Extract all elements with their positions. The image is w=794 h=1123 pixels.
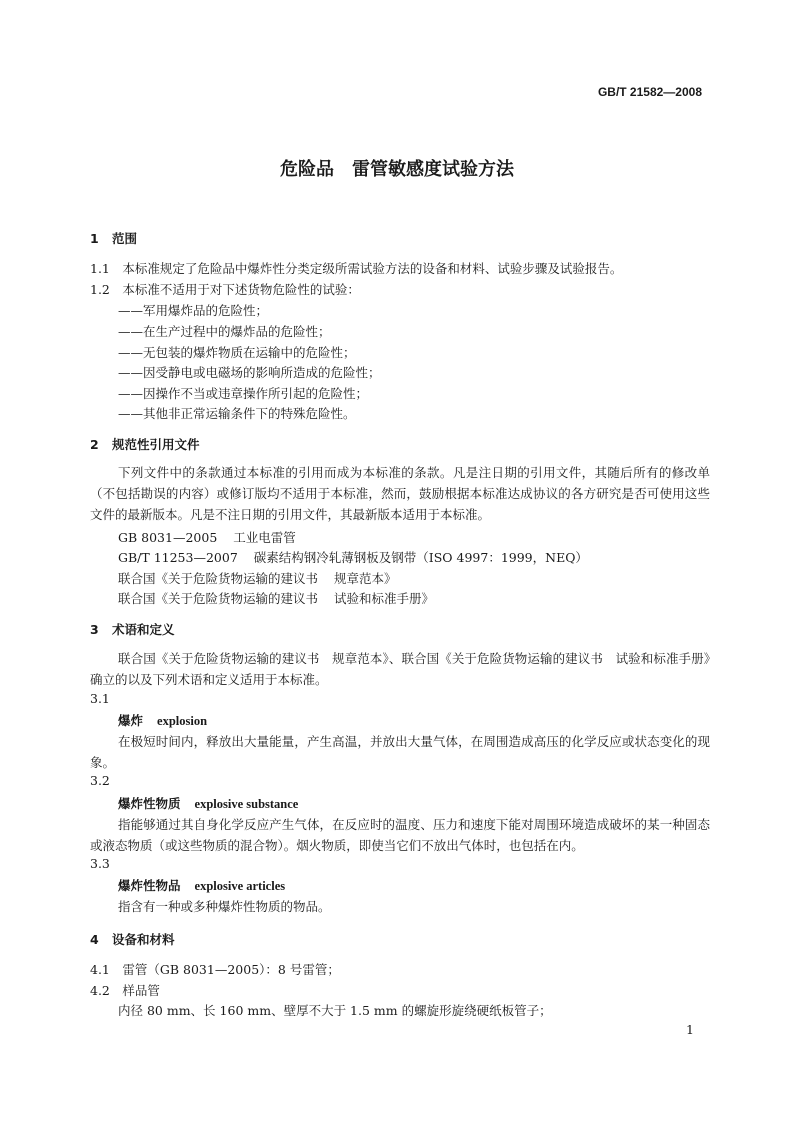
reference-code: 联合国《关于危险货物运输的建议书 [118,571,319,586]
reference-entry [118,569,397,587]
reference-code: GB/T 11253—2007 [118,550,238,565]
term-definition: 指含有一种或多种爆炸性物质的物品。 [118,899,331,914]
term-en: explosive articles [194,879,286,893]
term-cn: 爆炸 [118,713,144,728]
section-number: 2 [90,437,99,452]
list-item: ——因操作不当或违章操作所引起的危险性； [118,386,369,401]
term-en: explosion [157,714,208,728]
section-title: 术语和定义 [112,622,175,637]
term-definition: 指能够通过其自身化学反应产生气体，在反应时的温度、压力和速度下能对周围环境造成破坏的某一种固态或液态物质（或这些物质的混合物）。烟火物质，即使当它们不放出气体时，也包括在内。 [90,817,710,853]
reference-name: 规章范本》 [334,571,397,586]
reference-code: 联合国《关于危险货物运输的建议书 [118,591,319,606]
reference-entry [118,528,296,546]
title-part-1: 危险品 [280,159,334,180]
title-part-2: 雷管敏感度试验方法 [352,159,514,180]
term-number: 3.2 [90,773,110,788]
section-2-heading [90,435,200,453]
reference-entry [118,548,588,566]
term-definition: 在极短时间内，释放出大量能量，产生高温，并放出大量气体，在周围造成高压的化学反应或状态变化的现象。 [90,734,710,770]
list-item: ——因受静电或电磁场的影响所造成的危险性； [118,365,381,380]
section-title: 设备和材料 [112,932,175,947]
term-en: explosive substance [194,797,299,811]
section-3-heading [90,620,175,638]
section-number: 3 [90,622,99,637]
clause-4-2-text: 内径 80 mm、长 160 mm、壁厚不大于 1.5 mm 的螺旋形旋绕硬纸板管子； [118,1003,552,1018]
standard-number: GB/T 21582—2008 [597,85,702,99]
page-title [0,155,794,181]
section-3-paragraph: 联合国《关于危险货物运输的建议书 规章范本》、联合国《关于危险货物运输的建议书 试验和标准手册》确立的以及下列术语和定义适用于本标准。 [90,651,710,687]
clause-1-1: 1.1 本标准规定了危险品中爆炸性分类定级所需试验方法的设备和材料、试验步骤及试验报告。 [90,261,623,276]
section-title: 范围 [112,231,138,246]
reference-code: GB 8031—2005 [118,530,218,545]
term-cn: 爆炸性物品 [118,878,181,893]
reference-name: 工业电雷管 [233,530,296,545]
term-cn: 爆炸性物质 [118,796,181,811]
reference-name: 碳素结构钢冷轧薄钢板及钢带（ISO 4997：1999，NEQ） [253,550,588,565]
section-4-heading [90,930,175,948]
list-item: ——其他非正常运输条件下的特殊危险性。 [118,406,356,421]
page-number: 1 [686,1022,694,1037]
reference-entry [118,589,434,607]
list-item: ——军用爆炸品的危险性； [118,303,269,318]
section-title: 规范性引用文件 [112,437,200,452]
term-heading [118,794,298,812]
section-1-heading [90,229,137,247]
clause-4-1: 4.1 雷管（GB 8031—2005）：8 号雷管； [90,962,340,977]
reference-name: 试验和标准手册》 [334,591,435,606]
term-number: 3.1 [90,691,110,706]
term-heading [118,876,285,894]
section-2-paragraph: 下列文件中的条款通过本标准的引用而成为本标准的条款。凡是注日期的引用文件，其随后所有的修改单（不包括勘误的内容）或修订版均不适用于本标准，然而，鼓励根据本标准达成协议的各方研究是否可使用这些文件的最新版本。凡是不注日期的引用文件，其最新版本适用于本标准。 [90,465,710,522]
term-heading [118,711,207,729]
list-item: ——无包装的爆炸物质在运输中的危险性； [118,345,356,360]
section-number: 4 [90,932,99,947]
section-number: 1 [90,231,99,246]
term-number: 3.3 [90,856,110,871]
clause-1-2: 1.2 本标准不适用于对下述货物危险性的试验： [90,282,360,297]
clause-4-2: 4.2 样品管 [90,983,160,998]
list-item: ——在生产过程中的爆炸品的危险性； [118,324,331,339]
